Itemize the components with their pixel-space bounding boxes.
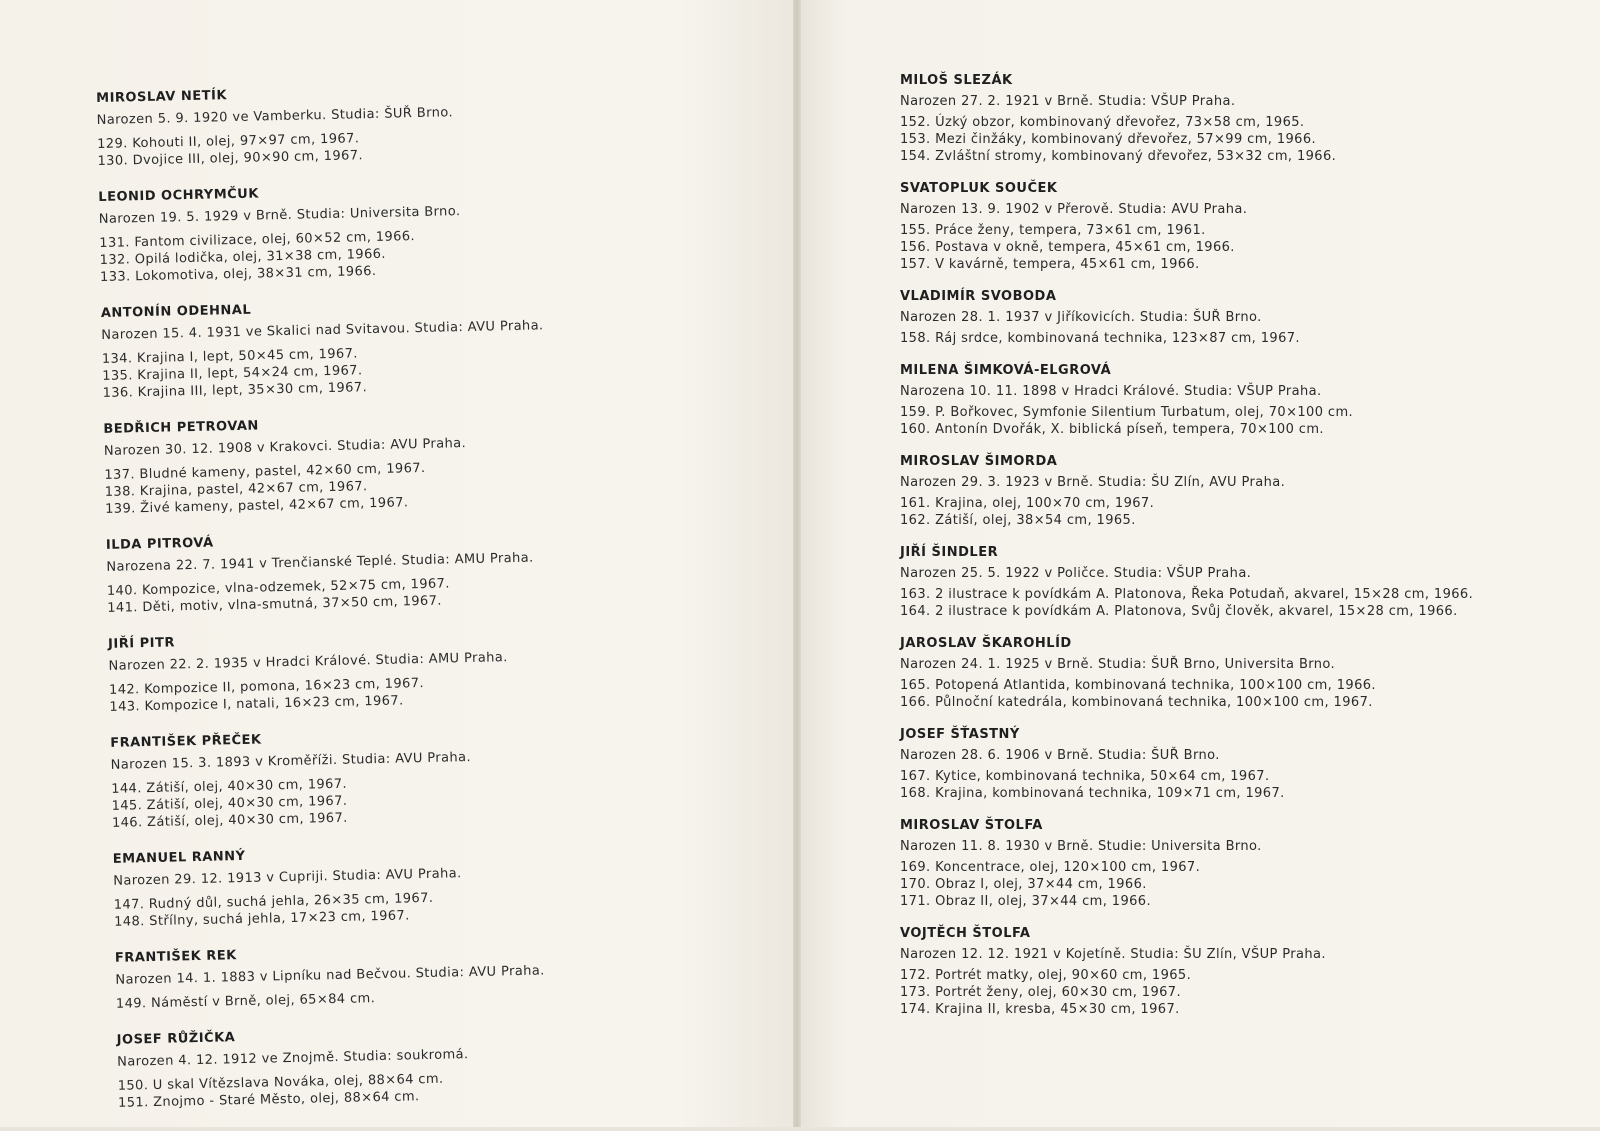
- artist-entry: [900, 544, 1500, 620]
- artist-bio: Narozen 5. 9. 1920 ve Vamberku. Studia: ŠUŘ Brno.: [96, 105, 454, 128]
- artist-entry: [115, 938, 636, 1012]
- work-item: 171. Obraz II, olej, 37×44 cm, 1966.: [900, 894, 1152, 909]
- work-item: 155. Práce ženy, tempera, 73×61 cm, 1961.: [900, 223, 1206, 238]
- artist-bio: Narozen 19. 5. 1929 v Brně. Studia: Universita Brno.: [98, 204, 461, 227]
- artist-bio: Narozen 29. 12. 1913 v Cupriji. Studia: AVU Praha.: [113, 866, 462, 889]
- work-item: 164. 2 ilustrace k povídkám A. Platonova, Svůj člověk, akvarel, 15×28 cm, 1966.: [900, 604, 1458, 619]
- artist-bio: Narozen 11. 8. 1930 v Brně. Studie: Universita Brno.: [900, 839, 1262, 854]
- right-page-column: [900, 72, 1500, 1033]
- artist-name: FRANTIŠEK PŘEČEK: [110, 732, 262, 751]
- artist-bio: Narozen 15. 4. 1931 ve Skalici nad Svitavou. Studia: AVU Praha.: [101, 318, 544, 343]
- artist-entry: [900, 817, 1500, 910]
- work-item: 160. Antonín Dvořák, X. biblická píseň, tempera, 70×100 cm.: [900, 422, 1324, 437]
- artist-name: VLADIMÍR SVOBODA: [900, 289, 1057, 304]
- artist-name: MILENA ŠIMKOVÁ-ELGROVÁ: [900, 363, 1112, 378]
- work-item: 139. Živé kameny, pastel, 42×67 cm, 1967.: [104, 495, 409, 517]
- artist-bio: Narozen 24. 1. 1925 v Brně. Studia: ŠUŘ Brno, Universita Brno.: [900, 657, 1336, 672]
- work-item: 131. Fantom civilizace, olej, 60×52 cm, 1966.: [99, 229, 416, 251]
- artist-entry: [900, 453, 1500, 529]
- artist-entry: [900, 925, 1500, 1018]
- work-item: 144. Zátiší, olej, 40×30 cm, 1967.: [111, 776, 348, 797]
- left-page-column: [96, 79, 639, 1131]
- artist-bio: Narozena 10. 11. 1898 v Hradci Králové. Studia: VŠUP Praha.: [900, 384, 1322, 399]
- artist-name: SVATOPLUK SOUČEK: [900, 181, 1058, 196]
- artist-name: JIŘÍ PITR: [107, 635, 176, 652]
- artist-name: LEONID OCHRYMČUK: [98, 186, 260, 205]
- artist-bio: Narozena 22. 7. 1941 v Trenčianské Teplé. Studia: AMU Praha.: [106, 550, 534, 575]
- artist-name: MILOŠ SLEZÁK: [900, 73, 1013, 88]
- work-item: 143. Kompozice I, natali, 16×23 cm, 1967.: [109, 693, 404, 715]
- work-item: 137. Bludné kameny, pastel, 42×60 cm, 1967.: [104, 460, 426, 483]
- artist-entry: [113, 839, 635, 930]
- work-item: 129. Kohouti II, olej, 97×97 cm, 1967.: [97, 131, 360, 152]
- artist-bio: Narozen 4. 12. 1912 ve Znojmě. Studia: soukromá.: [117, 1047, 469, 1070]
- work-item: 157. V kavárně, tempera, 45×61 cm, 1966.: [900, 257, 1200, 272]
- artist-entry: [106, 526, 628, 617]
- artist-name: VOJTĚCH ŠTOLFA: [900, 926, 1031, 941]
- artist-bio: Narozen 22. 2. 1935 v Hradci Králové. Studia: AMU Praha.: [108, 650, 508, 674]
- artist-bio: Narozen 12. 12. 1921 v Kojetíně. Studia: ŠU Zlín, VŠUP Praha.: [900, 947, 1326, 962]
- work-item: 149. Náměstí v Brně, olej, 65×84 cm.: [115, 991, 376, 1012]
- artist-entry: [101, 294, 623, 402]
- work-item: 168. Krajina, kombinovaná technika, 109×71 cm, 1967.: [900, 786, 1285, 801]
- work-item: 151. Znojmo - Staré Město, olej, 88×64 cm.: [117, 1089, 420, 1111]
- work-item: 132. Opilá lodička, olej, 31×38 cm, 1966.: [99, 246, 387, 268]
- artist-bio: Narozen 28. 1. 1937 v Jiříkovicích. Studia: ŠUŘ Brno.: [900, 310, 1262, 325]
- work-item: 172. Portrét matky, olej, 90×60 cm, 1965.: [900, 968, 1192, 983]
- artist-entry: [900, 72, 1500, 165]
- work-item: 158. Ráj srdce, kombinovaná technika, 123×87 cm, 1967.: [900, 331, 1300, 346]
- work-item: 147. Rudný důl, suchá jehla, 26×35 cm, 1967.: [113, 890, 434, 913]
- artist-entry: [900, 180, 1500, 273]
- work-item: 162. Zátiší, olej, 38×54 cm, 1965.: [900, 513, 1136, 528]
- artist-name: MIROSLAV ŠTOLFA: [900, 818, 1043, 833]
- work-item: 130. Dvojice III, olej, 90×90 cm, 1967.: [97, 148, 364, 169]
- book-gutter: [793, 0, 801, 1127]
- work-item: 136. Krajina III, lept, 35×30 cm, 1967.: [102, 380, 368, 401]
- artist-entry: [900, 288, 1500, 347]
- work-item: 145. Zátiší, olej, 40×30 cm, 1967.: [111, 793, 348, 814]
- work-item: 169. Koncentrace, olej, 120×100 cm, 1967.: [900, 860, 1201, 875]
- artist-entry: [900, 635, 1500, 711]
- work-item: 167. Kytice, kombinovaná technika, 50×64 cm, 1967.: [900, 769, 1270, 784]
- artist-entry: [103, 410, 625, 518]
- artist-name: MIROSLAV NETÍK: [96, 88, 228, 106]
- artist-bio: Narozen 29. 3. 1923 v Brně. Studia: ŠU Zlín, AVU Praha.: [900, 475, 1286, 490]
- work-item: 152. Úzký obzor, kombinovaný dřevořez, 73×58 cm, 1965.: [900, 115, 1305, 130]
- artist-name: MIROSLAV ŠIMORDA: [900, 454, 1058, 469]
- work-item: 140. Kompozice, vlna-odzemek, 52×75 cm, 1967.: [106, 576, 450, 599]
- work-item: 173. Portrét ženy, olej, 60×30 cm, 1967.: [900, 985, 1181, 1000]
- artist-bio: Narozen 14. 1. 1883 v Lipníku nad Bečvou. Studia: AVU Praha.: [115, 963, 545, 988]
- artist-entry: [98, 178, 620, 286]
- work-item: 146. Zátiší, olej, 40×30 cm, 1967.: [111, 810, 348, 831]
- artist-name: EMANUEL RANNÝ: [112, 848, 246, 867]
- work-item: 134. Krajina I, lept, 50×45 cm, 1967.: [101, 346, 358, 367]
- artist-bio: Narozen 15. 3. 1893 v Kroměříži. Studia: AVU Praha.: [110, 749, 472, 773]
- work-item: 170. Obraz I, olej, 37×44 cm, 1966.: [900, 877, 1147, 892]
- artist-entry: [900, 362, 1500, 438]
- work-item: 163. 2 ilustrace k povídkám A. Platonova, Řeka Potudaň, akvarel, 15×28 cm, 1966.: [900, 587, 1474, 602]
- artist-name: FRANTIŠEK REK: [114, 948, 237, 966]
- work-item: 154. Zvláštní stromy, kombinovaný dřevořez, 53×32 cm, 1966.: [900, 149, 1337, 164]
- work-item: 161. Krajina, olej, 100×70 cm, 1967.: [900, 496, 1155, 511]
- artist-entry: [900, 726, 1500, 802]
- artist-name: JIŘÍ ŠINDLER: [900, 545, 999, 560]
- work-item: 148. Střílny, suchá jehla, 17×23 cm, 1967.: [113, 908, 410, 930]
- work-item: 142. Kompozice II, pomona, 16×23 cm, 1967.: [108, 675, 425, 698]
- work-item: 135. Krajina II, lept, 54×24 cm, 1967.: [102, 363, 363, 384]
- work-item: 133. Lokomotiva, olej, 38×31 cm, 1966.: [99, 263, 377, 285]
- artist-entry: [96, 79, 618, 170]
- work-item: 166. Půlnoční katedrála, kombinovaná technika, 100×100 cm, 1967.: [900, 695, 1373, 710]
- work-item: 138. Krajina, pastel, 42×67 cm, 1967.: [104, 479, 368, 500]
- artist-bio: Narozen 27. 2. 1921 v Brně. Studia: VŠUP Praha.: [900, 94, 1236, 109]
- left-page: [0, 0, 797, 1127]
- artist-entry: [110, 724, 632, 832]
- work-item: 174. Krajina II, kresba, 45×30 cm, 1967.: [900, 1002, 1180, 1017]
- work-item: 141. Děti, motiv, vlna-smutná, 37×50 cm, 1967.: [107, 593, 442, 616]
- artist-bio: Narozen 30. 12. 1908 v Krakovci. Studia: AVU Praha.: [103, 436, 467, 459]
- artist-name: ILDA PITROVÁ: [105, 535, 214, 553]
- artist-name: BEDŘICH PETROVAN: [103, 418, 260, 437]
- artist-name: JAROSLAV ŠKAROHLÍD: [900, 636, 1072, 651]
- work-item: 150. U skal Vítězslava Nováka, olej, 88×64 cm.: [117, 1071, 444, 1094]
- artist-entry: [108, 625, 630, 716]
- work-item: 165. Potopená Atlantida, kombinovaná technika, 100×100 cm, 1966.: [900, 678, 1376, 693]
- artist-name: JOSEF RŮŽIČKA: [116, 1030, 236, 1048]
- artist-bio: Narozen 13. 9. 1902 v Přerově. Studia: AVU Praha.: [900, 202, 1248, 217]
- artist-entry: [117, 1020, 639, 1111]
- artist-name: ANTONÍN ODEHNAL: [100, 302, 252, 321]
- artist-bio: Narozen 28. 6. 1906 v Brně. Studia: ŠUŘ Brno.: [900, 748, 1220, 763]
- artist-bio: Narozen 25. 5. 1922 v Poličce. Studia: VŠUP Praha.: [900, 566, 1252, 581]
- work-item: 153. Mezi činžáky, kombinovaný dřevořez, 57×99 cm, 1966.: [900, 132, 1317, 147]
- work-item: 156. Postava v okně, tempera, 45×61 cm, 1966.: [900, 240, 1235, 255]
- work-item: 159. P. Bořkovec, Symfonie Silentium Turbatum, olej, 70×100 cm.: [900, 405, 1354, 420]
- artist-name: JOSEF ŠŤASTNÝ: [900, 727, 1020, 742]
